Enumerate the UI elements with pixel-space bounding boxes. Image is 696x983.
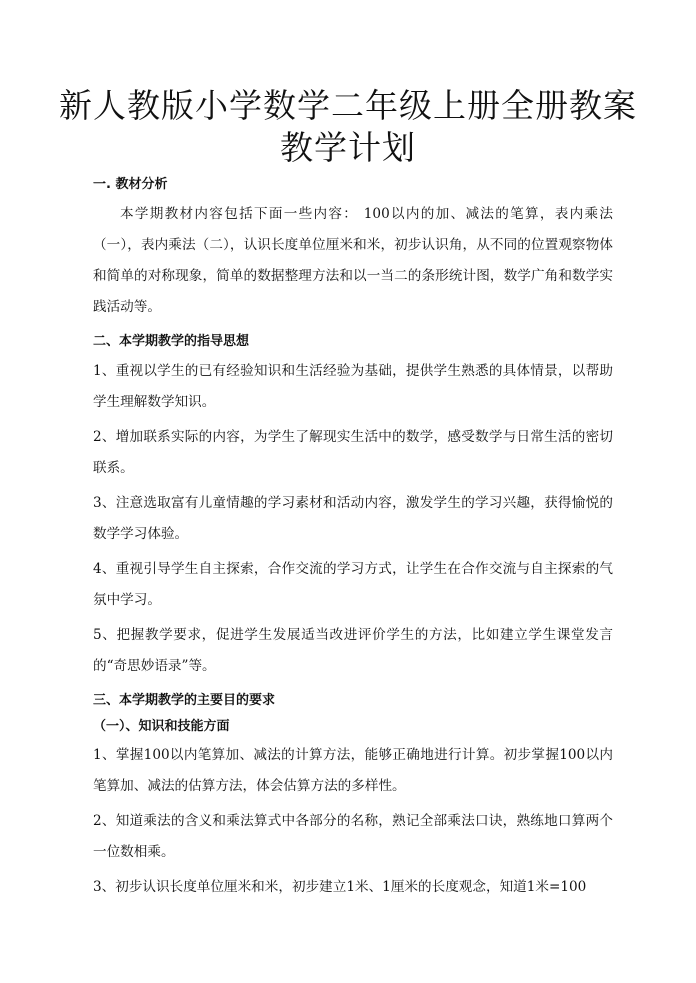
subsection-heading-knowledge-skills: （一）、知识和技能方面 <box>93 719 230 734</box>
section-heading-textbook-analysis: 一. 教材分析 <box>93 177 168 192</box>
list-item-guiding-idea-2: 2、增加联系实际的内容，为学生了解现实生活中的数学，感受数学与日常生活的密切联系。 <box>93 429 613 476</box>
list-item-goal-3: 3、初步认识长度单位厘米和米，初步建立1米、1厘米的长度观念，知道1米=100 <box>93 879 587 895</box>
list-item-guiding-idea-3: 3、注意选取富有儿童情趣的学习素材和活动内容，激发学生的学习兴趣，获得愉悦的数学学习体验。 <box>93 495 613 542</box>
document-title: 新人教版小学数学二年级上册全册教案 <box>59 86 637 125</box>
list-item-goal-2: 2、知道乘法的含义和乘法算式中各部分的名称，熟记全部乘法口诀，熟练地口算两个一位数相乘。 <box>93 813 613 860</box>
paragraph-textbook-analysis: 本学期教材内容包括下面一些内容： 100以内的加、减法的笔算，表内乘法（一），表内乘法（二），认识长度单位厘米和米，初步认识角，从不同的位置观察物体和简单的对称现象，简单的数据整理方法和以一当二的条形统计图，数学广角和数学实践活动等。 <box>93 206 613 315</box>
section-heading-main-goals: 三、本学期教学的主要目的要求 <box>93 693 276 708</box>
list-item-guiding-idea-4: 4、重视引导学生自主探索，合作交流的学习方式，让学生在合作交流与自主探索的气氛中学习。 <box>93 561 613 608</box>
list-item-goal-1: 1、掌握100以内笔算加、减法的计算方法，能够正确地进行计算。初步掌握100以内笔算加、减法的估算方法，体会估算方法的多样性。 <box>93 747 613 794</box>
document-subtitle: 教学计划 <box>280 128 416 167</box>
list-item-guiding-idea-5: 5、把握教学要求，促进学生发展适当改进评价学生的方法，比如建立学生课堂发言的“奇思妙语录”等。 <box>93 627 613 674</box>
section-heading-guiding-ideas: 二、本学期教学的指导思想 <box>93 334 250 349</box>
document-body <box>93 170 613 903</box>
list-item-guiding-idea-1: 1、重视以学生的已有经验知识和生活经验为基础，提供学生熟悉的具体情景，以帮助学生理解数学知识。 <box>93 363 613 410</box>
